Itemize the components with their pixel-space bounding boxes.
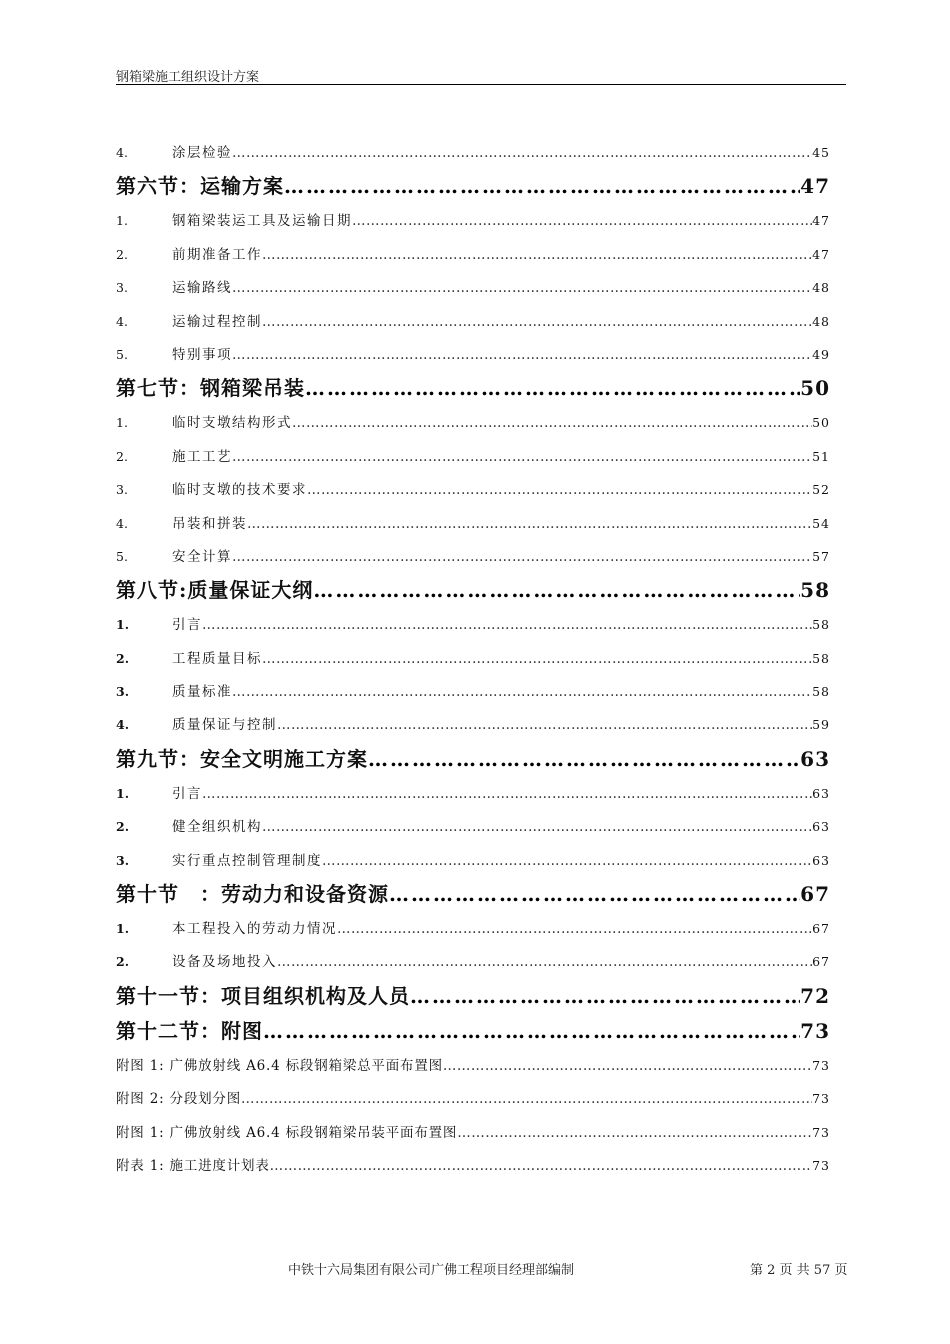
toc-entry-title: 施工工艺 xyxy=(172,448,232,465)
toc-subsection-entry[interactable] xyxy=(116,271,830,304)
toc-entry-page: 63 xyxy=(812,852,830,868)
toc-entry-page: 48 xyxy=(812,280,830,296)
toc-entry-title: 前期准备工作 xyxy=(172,246,262,263)
toc-appendix-entry[interactable] xyxy=(116,1049,830,1082)
toc-subsection-entry[interactable] xyxy=(116,810,830,843)
toc-dot-leader xyxy=(277,709,812,741)
toc-entry-number: 1. xyxy=(116,785,130,801)
toc-subsection-entry[interactable] xyxy=(116,912,830,945)
toc-entry-page: 51 xyxy=(812,448,830,464)
toc-entry-number: 2. xyxy=(116,819,130,835)
toc-entry-number: 2. xyxy=(116,246,128,262)
toc-entry-title: 第九节：安全文明施工方案 xyxy=(116,746,368,771)
toc-entry-title: 临时支墩结构形式 xyxy=(172,415,292,432)
toc-subsection-entry[interactable] xyxy=(116,204,830,237)
toc-dot-leader xyxy=(277,946,812,978)
toc-subsection-entry[interactable] xyxy=(116,945,830,978)
toc-dot-leader xyxy=(262,239,812,271)
toc-dot-leader xyxy=(313,573,800,608)
toc-entry-title: 附图 1: 广佛放射线 A6.4 标段钢箱梁总平面布置图 xyxy=(116,1057,443,1074)
toc-dot-leader xyxy=(232,441,812,473)
toc-entry-page: 54 xyxy=(812,515,830,531)
toc-entry-page: 59 xyxy=(812,717,830,733)
table-of-contents xyxy=(116,136,830,1182)
toc-entry-page: 73 xyxy=(812,1057,830,1073)
toc-entry-title: 质量标准 xyxy=(172,684,232,701)
toc-subsection-entry[interactable] xyxy=(116,136,830,169)
toc-entry-number: 2. xyxy=(116,650,130,666)
toc-entry-number: 1. xyxy=(116,921,130,937)
header-title: 钢箱梁施工组织设计方案 xyxy=(116,70,260,85)
toc-entry-page: 47 xyxy=(800,174,830,199)
toc-dot-leader xyxy=(232,541,812,573)
toc-entry-title: 第七节：钢箱梁吊装 xyxy=(116,376,305,401)
toc-subsection-entry[interactable] xyxy=(116,406,830,439)
toc-entry-page: 47 xyxy=(812,246,830,262)
toc-entry-number: 4. xyxy=(116,313,128,329)
toc-dot-leader xyxy=(368,742,800,777)
toc-entry-page: 58 xyxy=(812,684,830,700)
toc-entry-number: 3. xyxy=(116,852,130,868)
toc-entry-page: 57 xyxy=(812,548,830,564)
toc-dot-leader xyxy=(389,877,800,912)
toc-entry-number: 5. xyxy=(116,548,128,564)
toc-entry-title: 实行重点控制管理制度 xyxy=(172,852,322,869)
toc-section-entry[interactable] xyxy=(116,979,830,1014)
toc-entry-number: 3. xyxy=(116,280,128,296)
toc-entry-page: 63 xyxy=(812,785,830,801)
toc-section-entry[interactable] xyxy=(116,169,830,204)
toc-subsection-entry[interactable] xyxy=(116,473,830,506)
toc-section-entry[interactable] xyxy=(116,877,830,912)
toc-entry-page: 58 xyxy=(812,650,830,666)
toc-dot-leader xyxy=(232,272,812,304)
toc-subsection-entry[interactable] xyxy=(116,540,830,573)
toc-dot-leader xyxy=(443,1050,812,1082)
toc-entry-title: 本工程投入的劳动力情况 xyxy=(172,921,337,938)
toc-entry-number: 1. xyxy=(116,213,128,229)
toc-dot-leader xyxy=(284,169,800,204)
toc-entry-number: 4. xyxy=(116,145,128,160)
toc-dot-leader xyxy=(307,474,812,506)
toc-appendix-entry[interactable] xyxy=(116,1116,830,1149)
toc-entry-title: 运输路线 xyxy=(172,280,232,297)
toc-entry-page: 50 xyxy=(812,415,830,431)
toc-entry-page: 48 xyxy=(812,313,830,329)
toc-entry-number: 4. xyxy=(116,717,130,733)
toc-dot-leader xyxy=(241,1083,812,1115)
toc-section-entry[interactable] xyxy=(116,371,830,406)
toc-entry-title: 第六节：运输方案 xyxy=(116,174,284,199)
toc-entry-number: 3. xyxy=(116,684,130,700)
toc-entry-title: 吊装和拼装 xyxy=(172,515,247,532)
toc-entry-number: 2. xyxy=(116,448,128,464)
toc-entry-page: 58 xyxy=(812,617,830,633)
toc-dot-leader xyxy=(305,371,800,406)
toc-subsection-entry[interactable] xyxy=(116,642,830,675)
toc-entry-page: 50 xyxy=(800,376,830,401)
toc-dot-leader xyxy=(322,845,812,877)
toc-dot-leader xyxy=(457,1117,812,1149)
toc-entry-page: 73 xyxy=(812,1124,830,1140)
toc-subsection-entry[interactable] xyxy=(116,675,830,708)
toc-entry-page: 63 xyxy=(800,746,830,771)
toc-entry-title: 特别事项 xyxy=(172,346,232,363)
toc-dot-leader xyxy=(202,778,812,810)
toc-entry-page: 73 xyxy=(812,1091,830,1107)
toc-entry-page: 73 xyxy=(800,1018,830,1043)
toc-entry-page: 52 xyxy=(812,482,830,498)
toc-entry-page: 47 xyxy=(812,213,830,229)
toc-entry-page: 49 xyxy=(812,346,830,362)
toc-entry-title: 工程质量目标 xyxy=(172,650,262,667)
footer-organization: 中铁十六局集团有限公司广佛工程项目经理部编制 xyxy=(288,1263,575,1278)
toc-entry-number: 3. xyxy=(116,482,128,498)
toc-dot-leader xyxy=(352,205,812,237)
toc-subsection-entry[interactable] xyxy=(116,844,830,877)
toc-dot-leader xyxy=(262,811,812,843)
toc-entry-title: 质量保证与控制 xyxy=(172,717,277,734)
toc-entry-title: 第十一节：项目组织机构及人员 xyxy=(116,983,410,1008)
toc-entry-title: 安全计算 xyxy=(172,548,232,565)
toc-dot-leader xyxy=(262,643,812,675)
toc-dot-leader xyxy=(232,676,812,708)
toc-entry-page: 67 xyxy=(812,954,830,970)
toc-dot-leader xyxy=(270,1150,812,1182)
toc-entry-page: 45 xyxy=(812,145,830,160)
toc-entry-title: 第十节 ：劳动力和设备资源 xyxy=(116,882,389,907)
toc-entry-number: 1. xyxy=(116,617,130,633)
toc-entry-page: 63 xyxy=(812,819,830,835)
toc-appendix-entry[interactable] xyxy=(116,1149,830,1182)
toc-entry-page: 67 xyxy=(800,882,830,907)
toc-entry-title: 第十二节：附图 xyxy=(116,1018,263,1043)
toc-dot-leader xyxy=(232,137,812,169)
toc-dot-leader xyxy=(410,979,800,1014)
toc-subsection-entry[interactable] xyxy=(116,440,830,473)
toc-appendix-entry[interactable] xyxy=(116,1082,830,1115)
toc-entry-title: 涂层检验 xyxy=(172,145,232,161)
toc-dot-leader xyxy=(262,306,812,338)
toc-dot-leader xyxy=(202,609,812,641)
toc-entry-title: 引言 xyxy=(172,785,202,802)
toc-subsection-entry[interactable] xyxy=(116,507,830,540)
toc-entry-page: 72 xyxy=(800,983,830,1008)
toc-entry-title: 第八节:质量保证大纲 xyxy=(116,578,314,603)
toc-dot-leader xyxy=(232,339,812,371)
toc-entry-number: 1. xyxy=(116,415,128,431)
toc-dot-leader xyxy=(247,508,812,540)
toc-entry-title: 健全组织机构 xyxy=(172,819,262,836)
toc-entry-title: 运输过程控制 xyxy=(172,313,262,330)
toc-subsection-entry[interactable] xyxy=(116,338,830,371)
toc-entry-title: 临时支墩的技术要求 xyxy=(172,482,307,499)
toc-section-entry[interactable] xyxy=(116,742,830,777)
toc-entry-number: 4. xyxy=(116,515,128,531)
toc-entry-page: 73 xyxy=(812,1157,830,1173)
toc-subsection-entry[interactable] xyxy=(116,238,830,271)
toc-entry-title: 钢箱梁装运工具及运输日期 xyxy=(172,213,352,230)
toc-subsection-entry[interactable] xyxy=(116,708,830,741)
toc-entry-page: 67 xyxy=(812,921,830,937)
toc-entry-title: 附图 2: 分段划分图 xyxy=(116,1091,242,1108)
toc-subsection-entry[interactable] xyxy=(116,608,830,641)
toc-subsection-entry[interactable] xyxy=(116,777,830,810)
toc-entry-page: 58 xyxy=(800,578,830,603)
page-header xyxy=(116,62,846,85)
toc-entry-number: 5. xyxy=(116,346,128,362)
toc-entry-title: 附表 1: 施工进度计划表 xyxy=(116,1157,270,1174)
toc-dot-leader xyxy=(263,1014,800,1049)
toc-section-entry[interactable] xyxy=(116,573,830,608)
toc-subsection-entry[interactable] xyxy=(116,305,830,338)
footer-page-info: 第 2 页 共 57 页 xyxy=(750,1263,848,1278)
toc-entry-title: 引言 xyxy=(172,617,202,634)
toc-dot-leader xyxy=(292,407,812,439)
toc-dot-leader xyxy=(337,913,812,945)
toc-entry-number: 2. xyxy=(116,954,130,970)
toc-section-entry[interactable] xyxy=(116,1014,830,1049)
toc-entry-title: 附图 1: 广佛放射线 A6.4 标段钢箱梁吊装平面布置图 xyxy=(116,1124,458,1141)
toc-entry-title: 设备及场地投入 xyxy=(172,954,277,971)
